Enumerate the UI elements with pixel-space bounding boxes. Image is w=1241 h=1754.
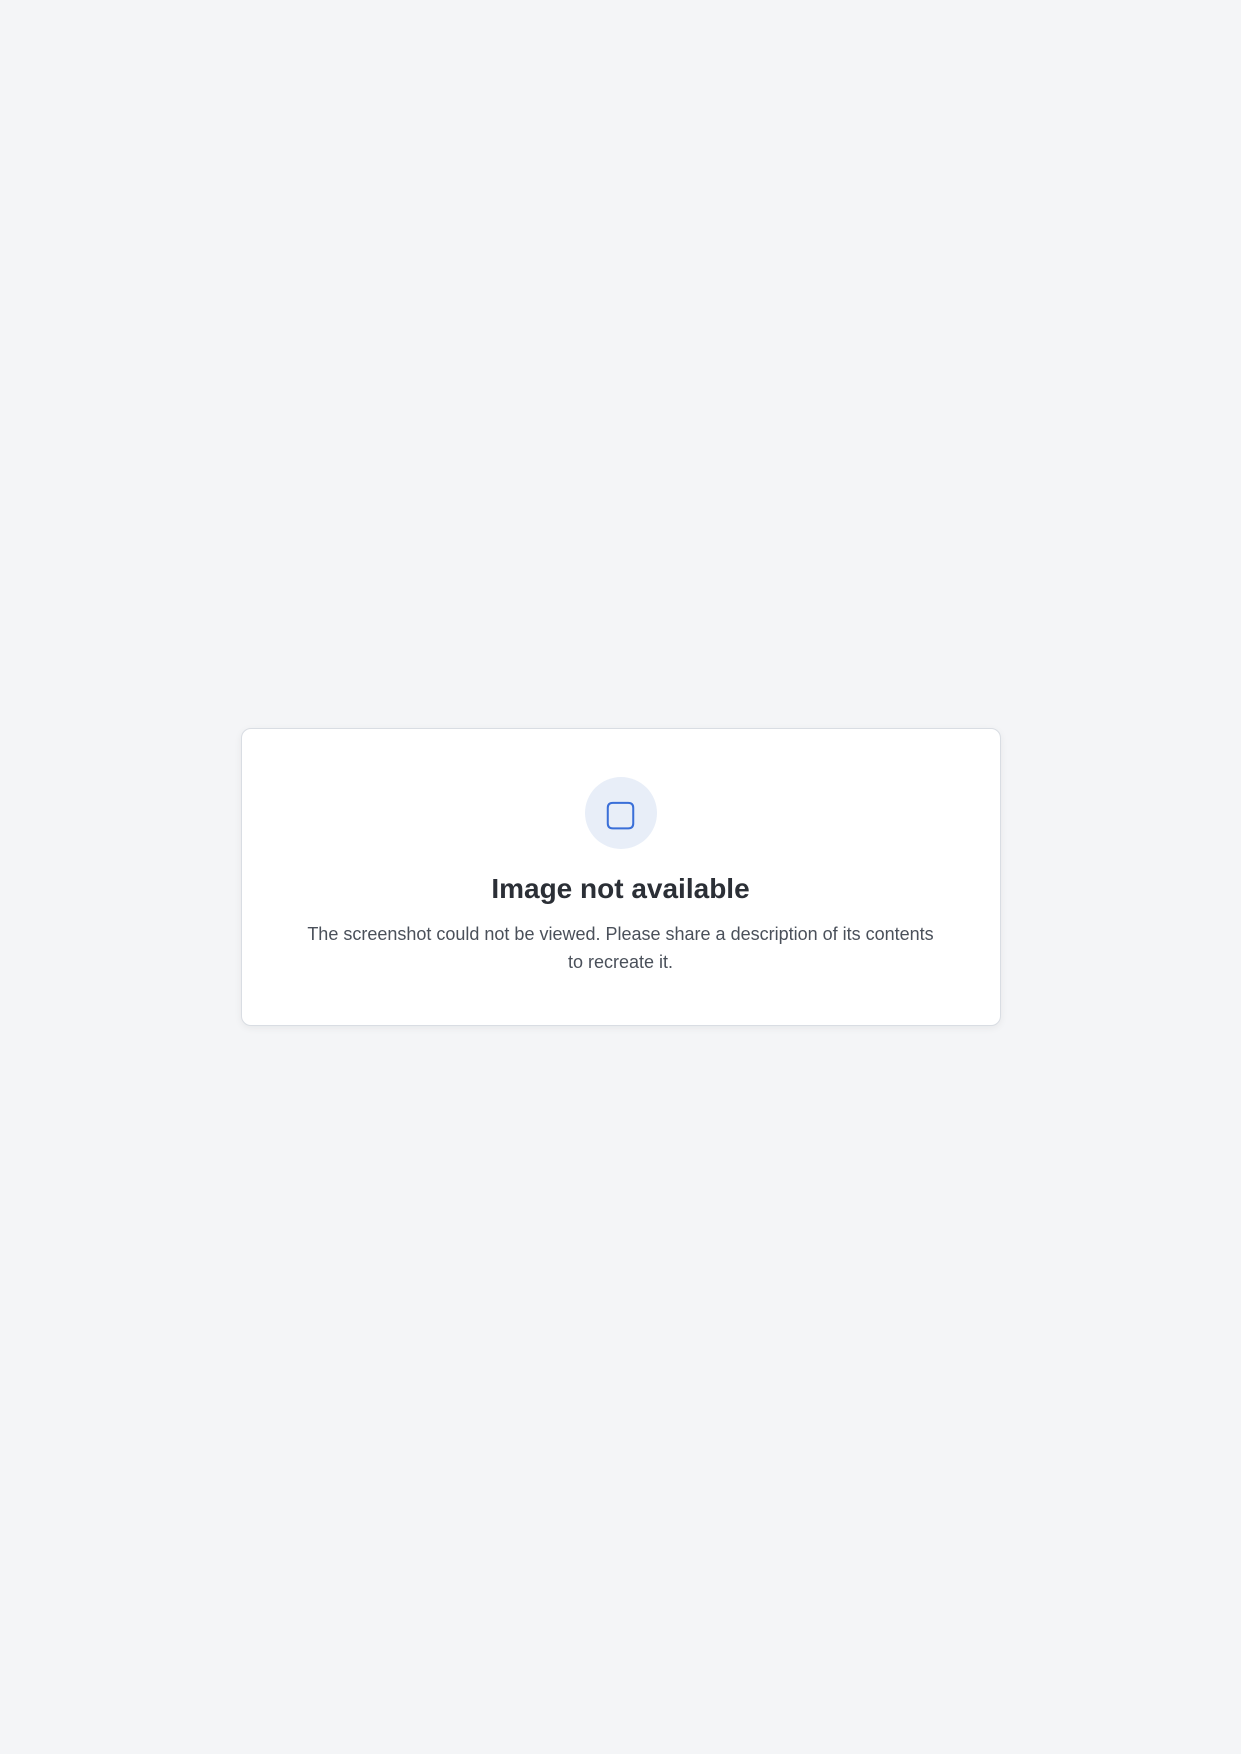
image-icon: ▢	[585, 777, 657, 849]
placeholder-message: The screenshot could not be viewed. Please share a description of its contents to recreate it.	[307, 924, 934, 972]
placeholder-card	[241, 728, 1001, 1026]
placeholder-title: Image not available	[491, 873, 750, 905]
